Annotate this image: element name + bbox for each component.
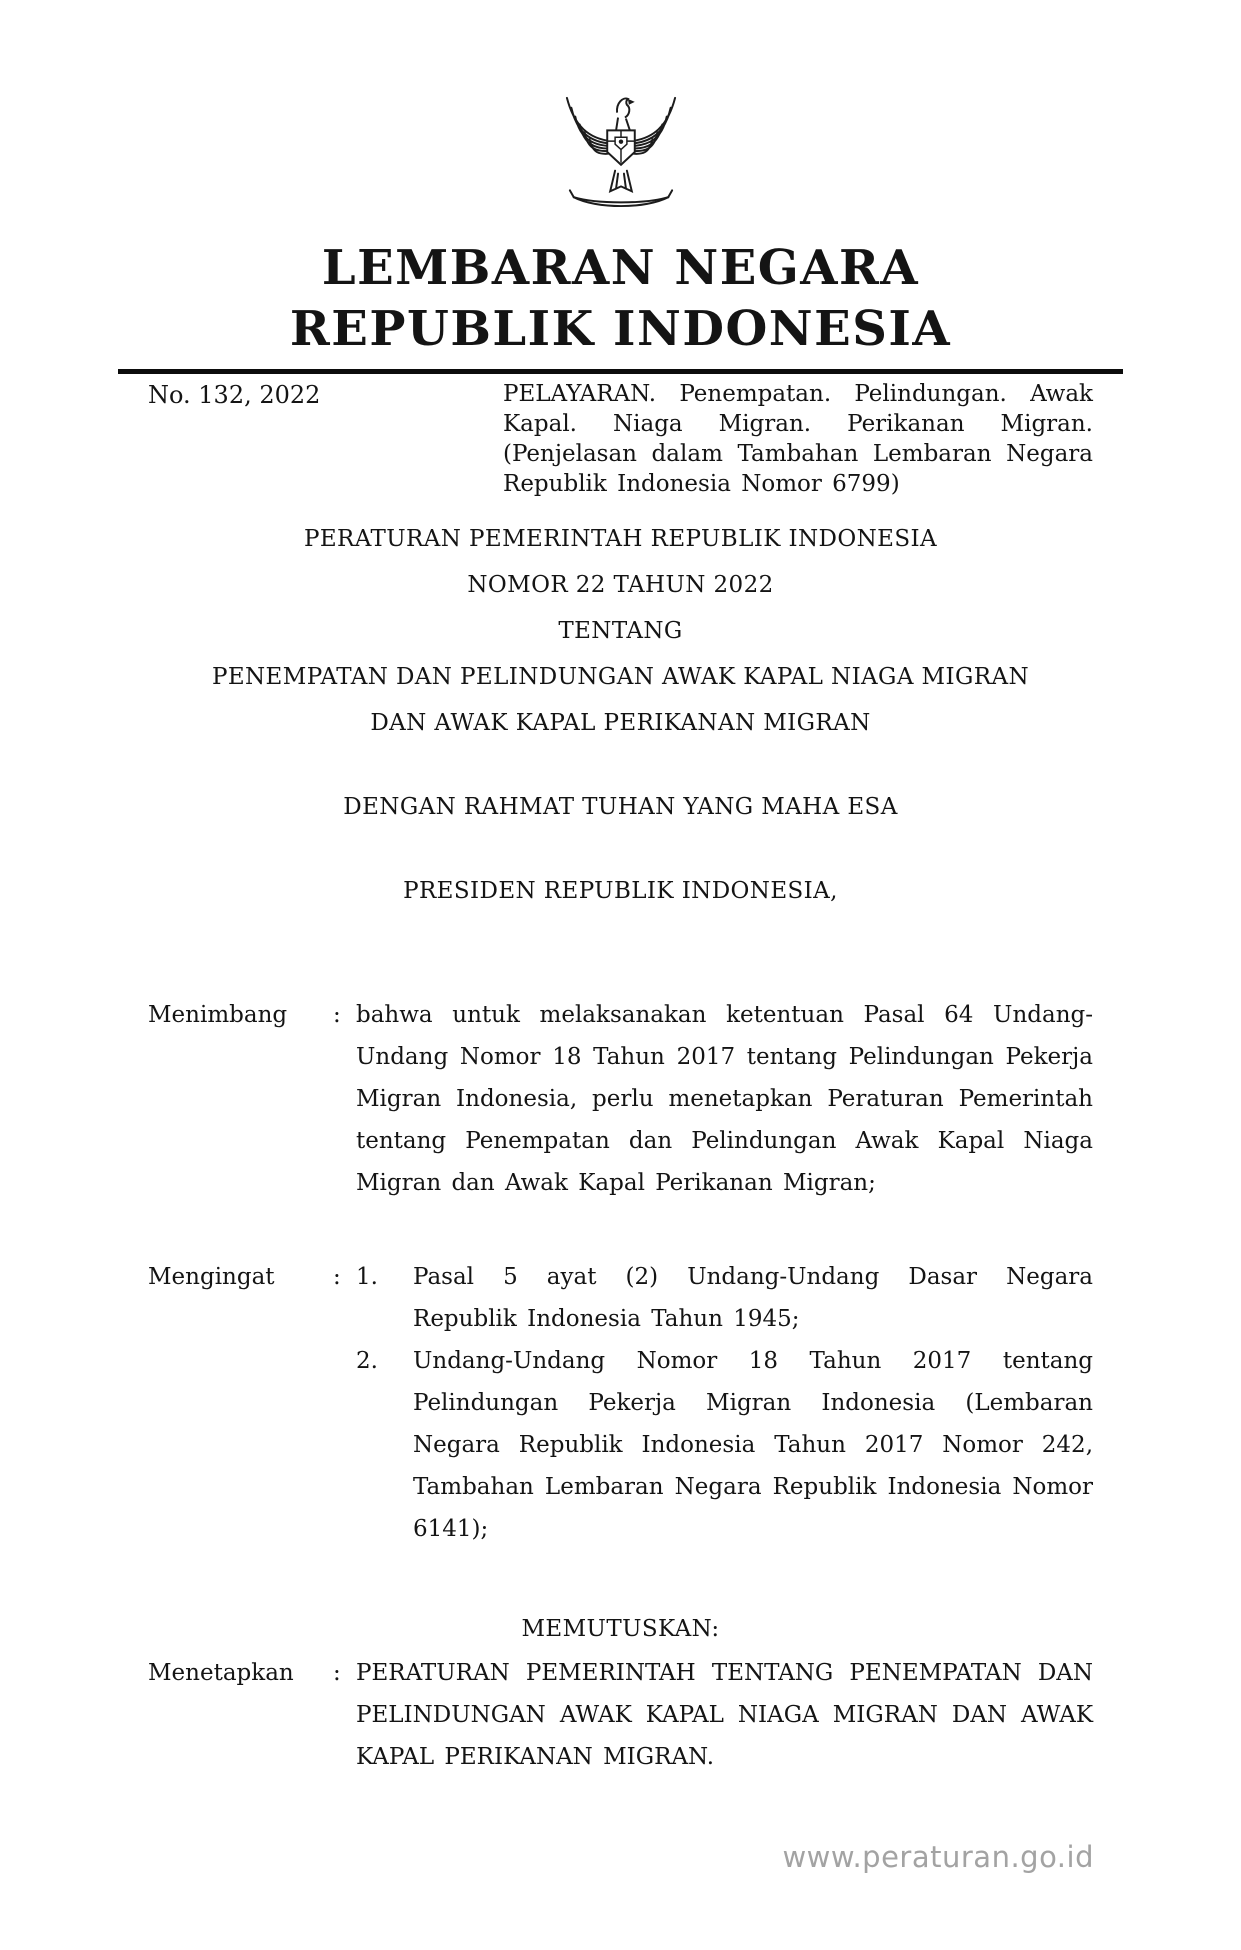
regulation-number: NOMOR 22 TAHUN 2022 bbox=[467, 572, 774, 598]
mengingat-item-number: 2. bbox=[356, 1348, 378, 1374]
mengingat-label: Mengingat bbox=[148, 1264, 275, 1290]
gazette-masthead-line1: LEMBARAN NEGARA bbox=[321, 240, 920, 296]
mengingat-section bbox=[148, 1256, 1093, 1550]
menimbang-label: Menimbang bbox=[148, 1002, 288, 1028]
mengingat-item-number: 1. bbox=[356, 1264, 378, 1290]
mengingat-colon: : bbox=[333, 1264, 341, 1290]
memutuskan-heading: MEMUTUSKAN: bbox=[521, 1616, 720, 1642]
menimbang-section bbox=[148, 994, 1093, 1204]
regulation-title-block bbox=[148, 516, 1093, 746]
menetapkan-text: PERATURAN PEMERINTAH TENTANG PENEMPATAN DAN PELINDUNGAN AWAK KAPAL NIAGA MIGRAN DAN AWAK KAPAL PERIKANAN MIGRAN. bbox=[356, 1660, 1093, 1770]
masthead-divider bbox=[118, 369, 1123, 374]
regulation-subject-line1: PENEMPATAN DAN PELINDUNGAN AWAK KAPAL NIAGA MIGRAN bbox=[211, 664, 1030, 690]
gazette-header-row bbox=[148, 379, 1093, 499]
gazette-masthead-line2: REPUBLIK INDONESIA bbox=[289, 301, 952, 357]
gazette-number: No. 132, 2022 bbox=[148, 381, 321, 409]
menetapkan-colon: : bbox=[333, 1660, 341, 1686]
mengingat-item-text: Undang-Undang Nomor 18 Tahun 2017 tentang Pelindungan Pekerja Migran Indonesia (Lembaran Negara Republik Indonesia Tahun 2017 Nomor 242, Tambahan Lembaran Negara Republik Indonesia Nomor 6141); bbox=[413, 1348, 1093, 1542]
authority-line: PRESIDEN REPUBLIK INDONESIA, bbox=[403, 878, 838, 904]
regulation-subject-line2: DAN AWAK KAPAL PERIKANAN MIGRAN bbox=[370, 710, 871, 736]
mengingat-item bbox=[356, 1340, 1093, 1550]
menimbang-text: bahwa untuk melaksanakan ketentuan Pasal 64 Undang-Undang Nomor 18 Tahun 2017 tentang Pelindungan Pekerja Migran Indonesia, perlu menetapkan Peraturan Pemerintah tentang Penempatan dan Pelindungan Awak Kapal Niaga Migran dan Awak Kapal Perikanan Migran; bbox=[356, 1002, 1093, 1196]
menetapkan-section bbox=[148, 1652, 1093, 1778]
gazette-subject-abstract: PELAYARAN. Penempatan. Pelindungan. Awak Kapal. Niaga Migran. Perikanan Migran. (Penjelasan dalam Tambahan Lembaran Negara Republik Indonesia Nomor 6799) bbox=[503, 381, 1093, 497]
mengingat-item bbox=[356, 1256, 1093, 1340]
garuda-emblem-icon bbox=[0, 0, 1241, 226]
document-body bbox=[0, 379, 1241, 1778]
peraturan-watermark: www.peraturan.go.id bbox=[782, 1840, 1094, 1874]
invocation-line: DENGAN RAHMAT TUHAN YANG MAHA ESA bbox=[343, 794, 898, 820]
regulation-type: PERATURAN PEMERINTAH REPUBLIK INDONESIA bbox=[303, 526, 937, 552]
regulation-about-label: TENTANG bbox=[558, 618, 683, 644]
menimbang-colon: : bbox=[333, 1002, 341, 1028]
gazette-masthead bbox=[0, 238, 1241, 360]
menetapkan-label: Menetapkan bbox=[148, 1660, 294, 1686]
mengingat-item-text: Pasal 5 ayat (2) Undang-Undang Dasar Negara Republik Indonesia Tahun 1945; bbox=[413, 1264, 1093, 1332]
mengingat-list bbox=[356, 1256, 1093, 1550]
